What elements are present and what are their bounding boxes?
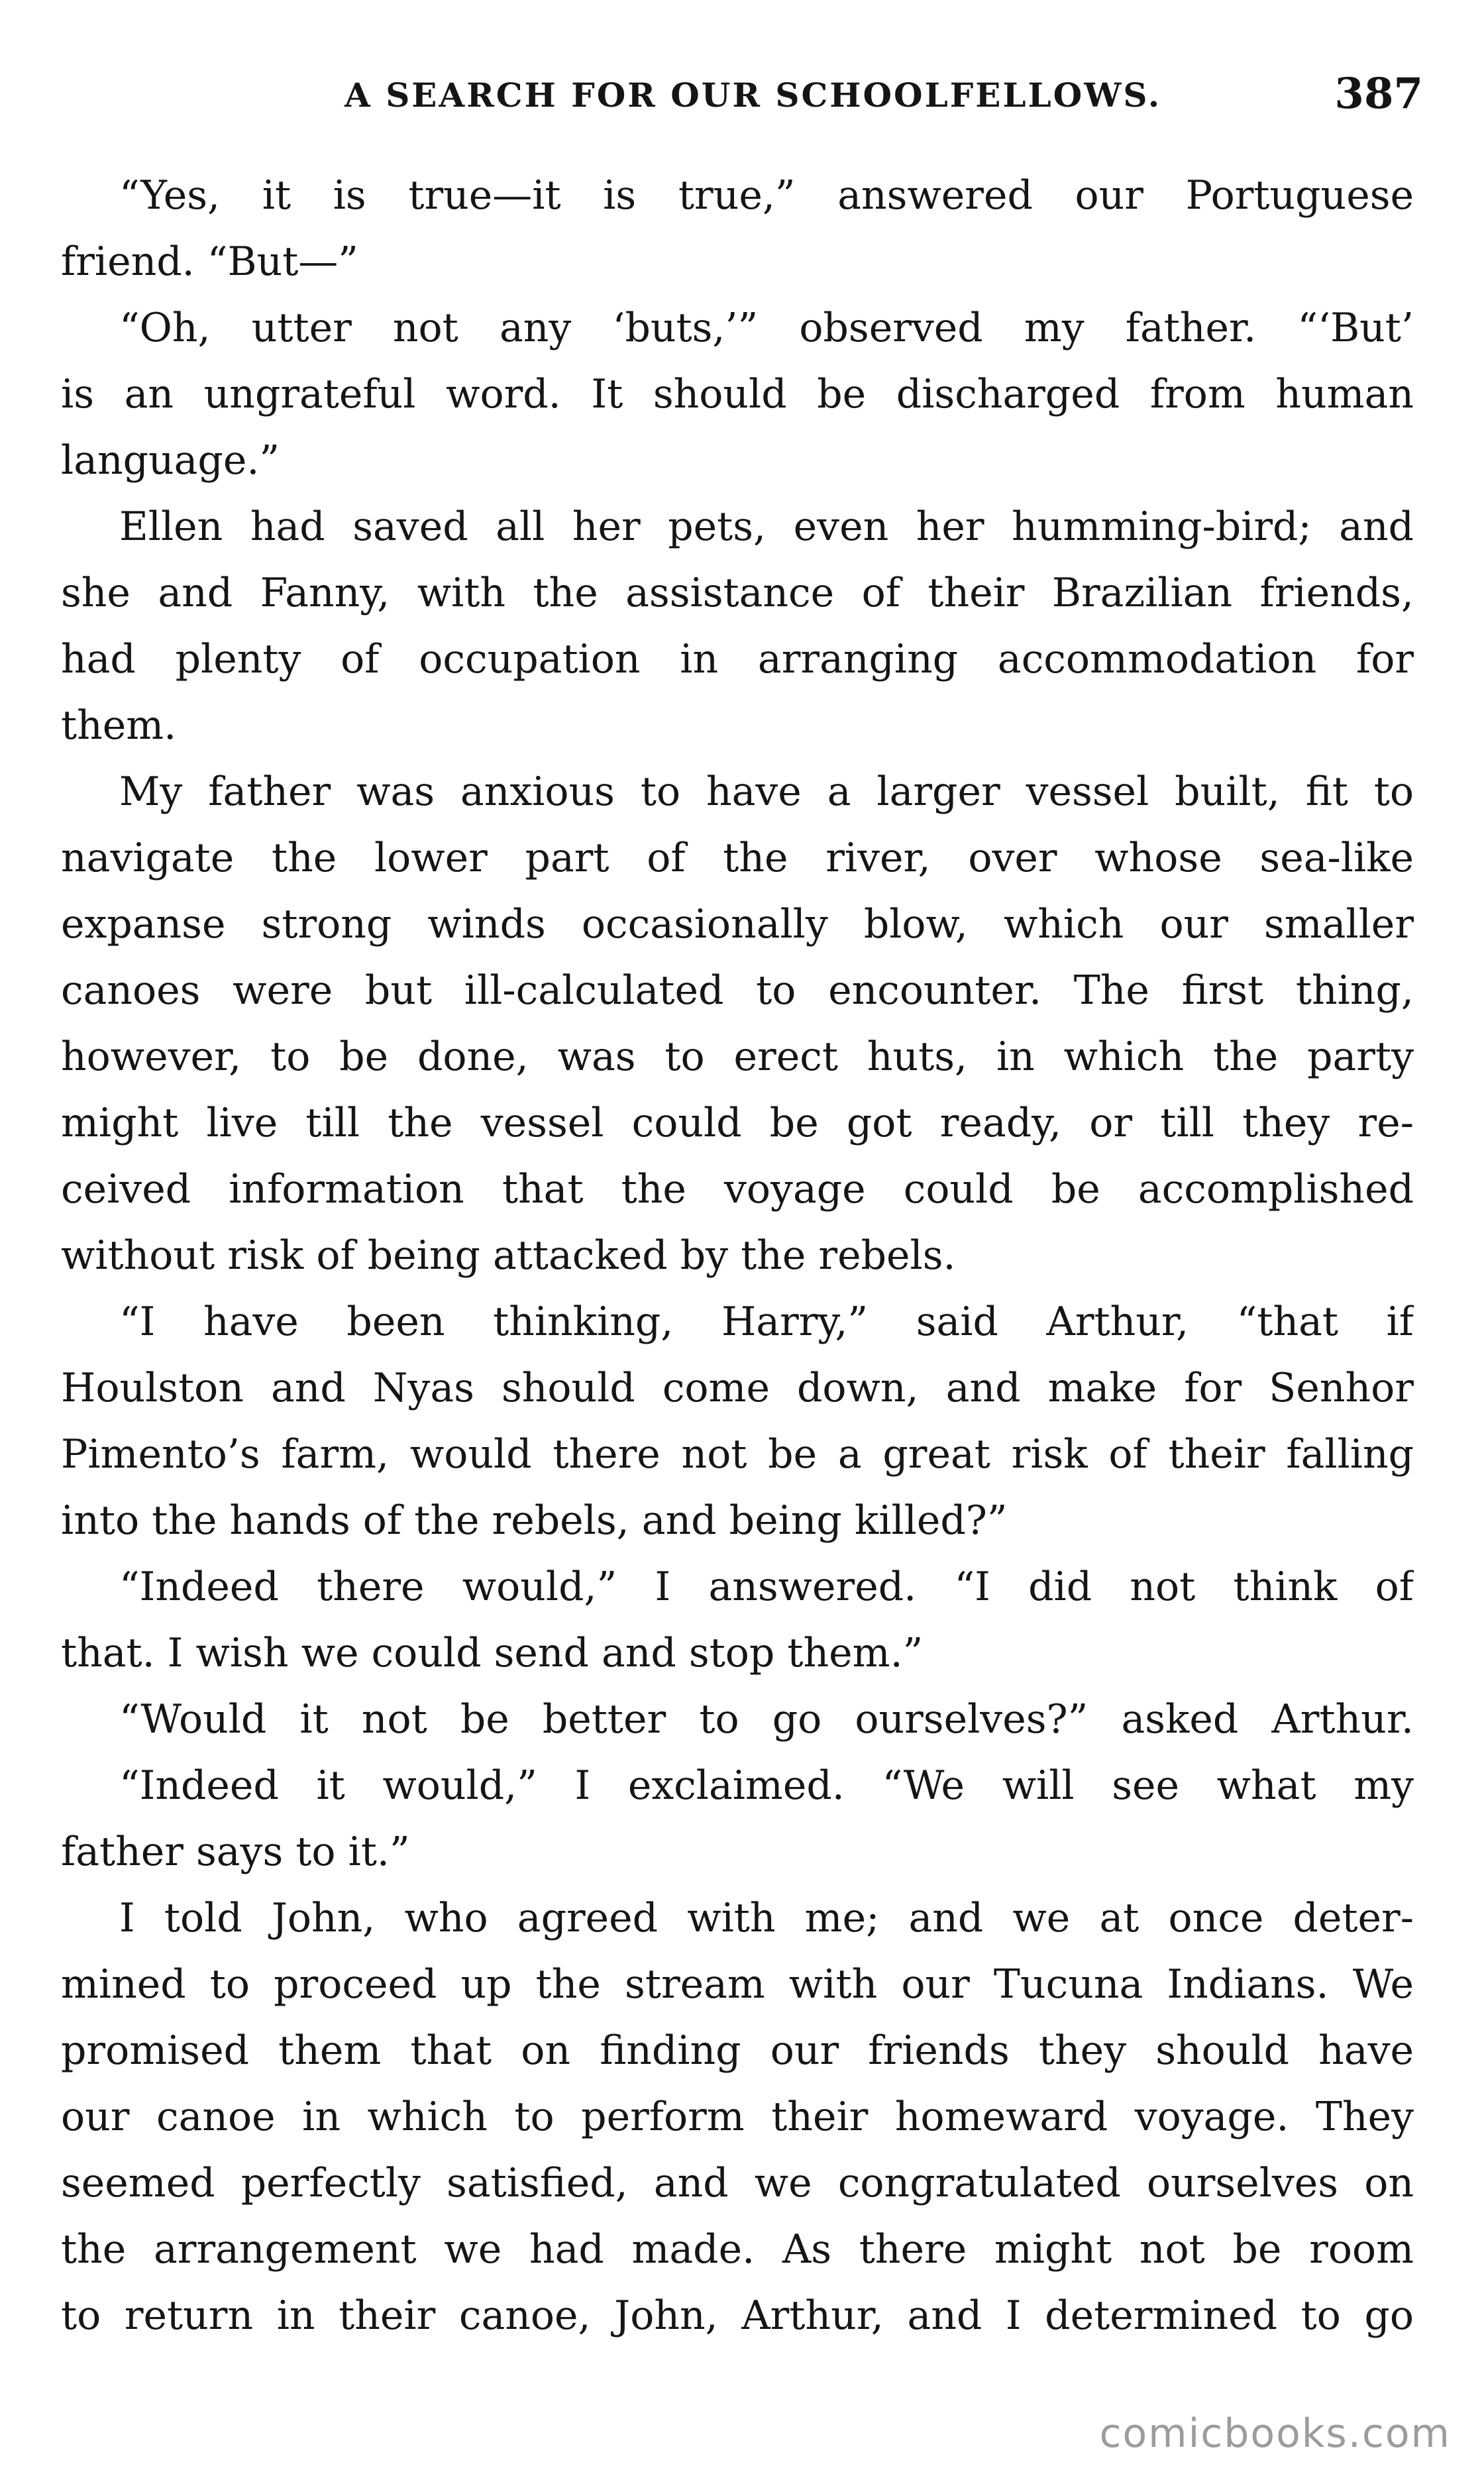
text-line: “Would it not be better to go ourselves?” asked Arthur.	[119, 1696, 1414, 1743]
text-line: might live till the vessel could be got ready, or till they re-	[61, 1100, 1414, 1146]
text-line: without risk of being attacked by the rebels.	[61, 1232, 956, 1279]
text-line: Ellen had saved all her pets, even her humming-bird; and	[119, 504, 1414, 550]
text-line: seemed perfectly satisfied, and we congratulated ourselves on	[61, 2160, 1414, 2206]
site-watermark: comicbooks.com	[1099, 2410, 1451, 2457]
text-line: is an ungrateful word. It should be discharged from human	[61, 371, 1414, 417]
page-header	[61, 69, 1423, 133]
text-line: into the hands of the rebels, and being killed?”	[61, 1497, 1008, 1544]
text-line: friend. “But—”	[61, 239, 358, 285]
text-line: “Indeed it would,” I exclaimed. “We will see what my	[119, 1762, 1414, 1809]
text-line: the arrangement we had made. As there might not be room	[61, 2226, 1414, 2273]
text-line: had plenty of occupation in arranging accommodation for	[61, 636, 1414, 682]
text-line: “Yes, it is true—it is true,” answered our Portuguese	[119, 172, 1414, 219]
text-line: I told John, who agreed with me; and we at once deter-	[119, 1895, 1414, 1941]
text-line: that. I wish we could send and stop them.”	[61, 1630, 924, 1676]
text-line: promised them that on finding our friends they should have	[61, 2027, 1414, 2074]
text-line: them.	[61, 702, 177, 749]
text-line: Houlston and Nyas should come down, and make for Senhor	[61, 1365, 1414, 1411]
text-line: canoes were but ill-calculated to encounter. The first thing,	[61, 967, 1414, 1014]
text-line: she and Fanny, with the assistance of their Brazilian friends,	[61, 570, 1414, 616]
text-line: My father was anxious to have a larger vessel built, fit to	[119, 769, 1414, 815]
text-line: language.”	[61, 437, 280, 484]
text-line: father says to it.”	[61, 1829, 410, 1875]
running-head: A SEARCH FOR OUR SCHOOLFELLOWS.	[344, 76, 1162, 115]
text-line: “Oh, utter not any ‘buts,’” observed my father. “‘But’	[119, 305, 1414, 351]
text-line: “I have been thinking, Harry,” said Arthur, “that if	[119, 1299, 1414, 1345]
text-line: our canoe in which to perform their homeward voyage. They	[61, 2094, 1414, 2140]
text-line: mined to proceed up the stream with our Tucuna Indians. We	[61, 1961, 1414, 2008]
text-line: expanse strong winds occasionally blow, which our smaller	[61, 901, 1414, 947]
text-line: “Indeed there would,” I answered. “I did not think of	[119, 1564, 1414, 1610]
page-number: 387	[1334, 69, 1423, 119]
text-line: however, to be done, was to erect huts, in which the party	[61, 1034, 1414, 1080]
text-line: to return in their canoe, John, Arthur, and I determined to go	[61, 2292, 1414, 2339]
text-line: navigate the lower part of the river, over whose sea-like	[61, 835, 1414, 881]
body-text	[61, 162, 1414, 2349]
text-line: ceived information that the voyage could be accomplished	[61, 1166, 1414, 1212]
text-line: Pimento’s farm, would there not be a great risk of their falling	[61, 1431, 1414, 1478]
